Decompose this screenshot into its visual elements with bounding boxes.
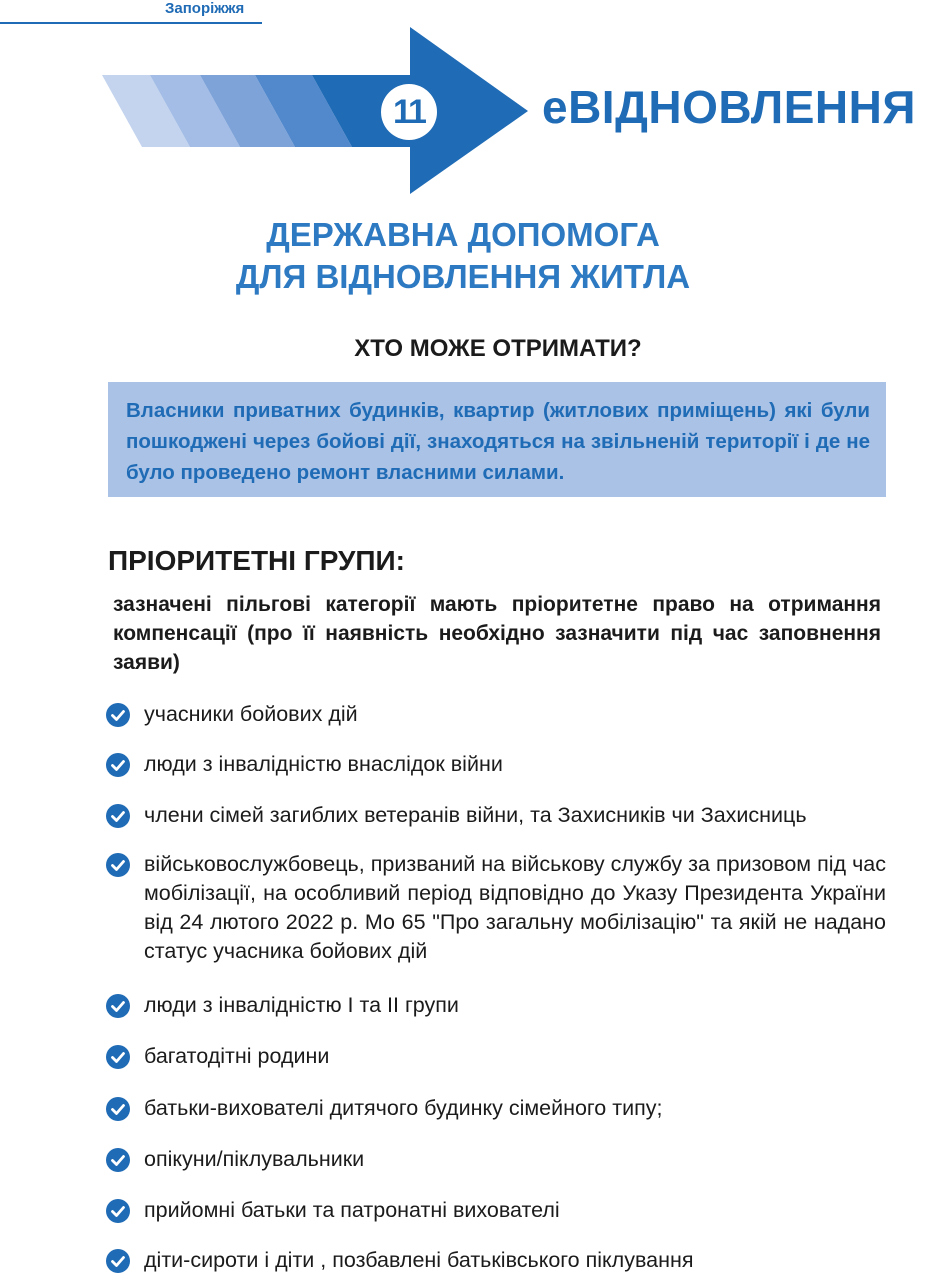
list-item-text: військовослужбовець, призваний на військову службу за призовом під час мобілізації, на особливий період відповідно до Указу Президента України від 24 лютого 2022 р. Мо 65 "Про загальну мобілізацію" та якій не надано статус учасника бойових дій (144, 852, 886, 963)
check-circle-icon (106, 1148, 130, 1172)
list-item-text: багатодітні родини (144, 1044, 330, 1068)
list-item-text: діти-сироти і діти , позбавлені батьківського піклування (144, 1248, 694, 1272)
list-item-text: батьки-вихователі дитячого будинку сімейного типу; (144, 1096, 663, 1120)
list-item-text: опікуни/піклувальники (144, 1147, 365, 1171)
list-item-text: люди з інвалідністю I та II групи (144, 993, 459, 1017)
page-title-line-2: ДЛЯ ВІДНОВЛЕННЯ ЖИТЛА (235, 258, 691, 295)
check-circle-icon (106, 1045, 130, 1069)
who-can-receive-heading: ХТО МОЖЕ ОТРИМАТИ? (354, 335, 642, 362)
check-circle-icon (106, 1249, 130, 1273)
check-circle-icon (106, 853, 130, 877)
eligibility-box: Власники приватних будинків, квартир (житлових приміщень) які були пошкоджені через бойові дії, знаходяться на звільненій території і де не було проведено ремонт власними силами. (108, 382, 886, 497)
priority-groups-heading: ПРІОРИТЕТНІ ГРУПИ: (108, 545, 405, 576)
list-item-text: члени сімей загиблих ветеранів війни, та Захисників чи Захисниць (144, 803, 807, 827)
priority-groups-description: зазначені пільгові категорії мають пріоритетне право на отримання компенсації (про її наявність необхідно зазначити під час заповнення заяви) (113, 593, 881, 674)
page-title-line-1: ДЕРЖАВНА ДОПОМОГА (266, 216, 660, 253)
check-circle-icon (106, 804, 130, 828)
check-circle-icon (106, 1097, 130, 1121)
check-circle-icon (106, 753, 130, 777)
section-number: 11 (381, 84, 437, 140)
region-label: Запоріжжя (165, 0, 245, 17)
list-item-text: учасники бойових дій (144, 702, 358, 726)
page-title (0, 214, 926, 298)
check-circle-icon (106, 703, 130, 727)
check-circle-icon (106, 994, 130, 1018)
check-circle-icon (106, 1199, 130, 1223)
list-item-text: прийомні батьки та патронатні вихователі (144, 1198, 560, 1222)
brand-title: еВІДНОВЛЕННЯ (542, 81, 916, 133)
list-item-text: люди з інвалідністю внаслідок війни (144, 752, 503, 776)
